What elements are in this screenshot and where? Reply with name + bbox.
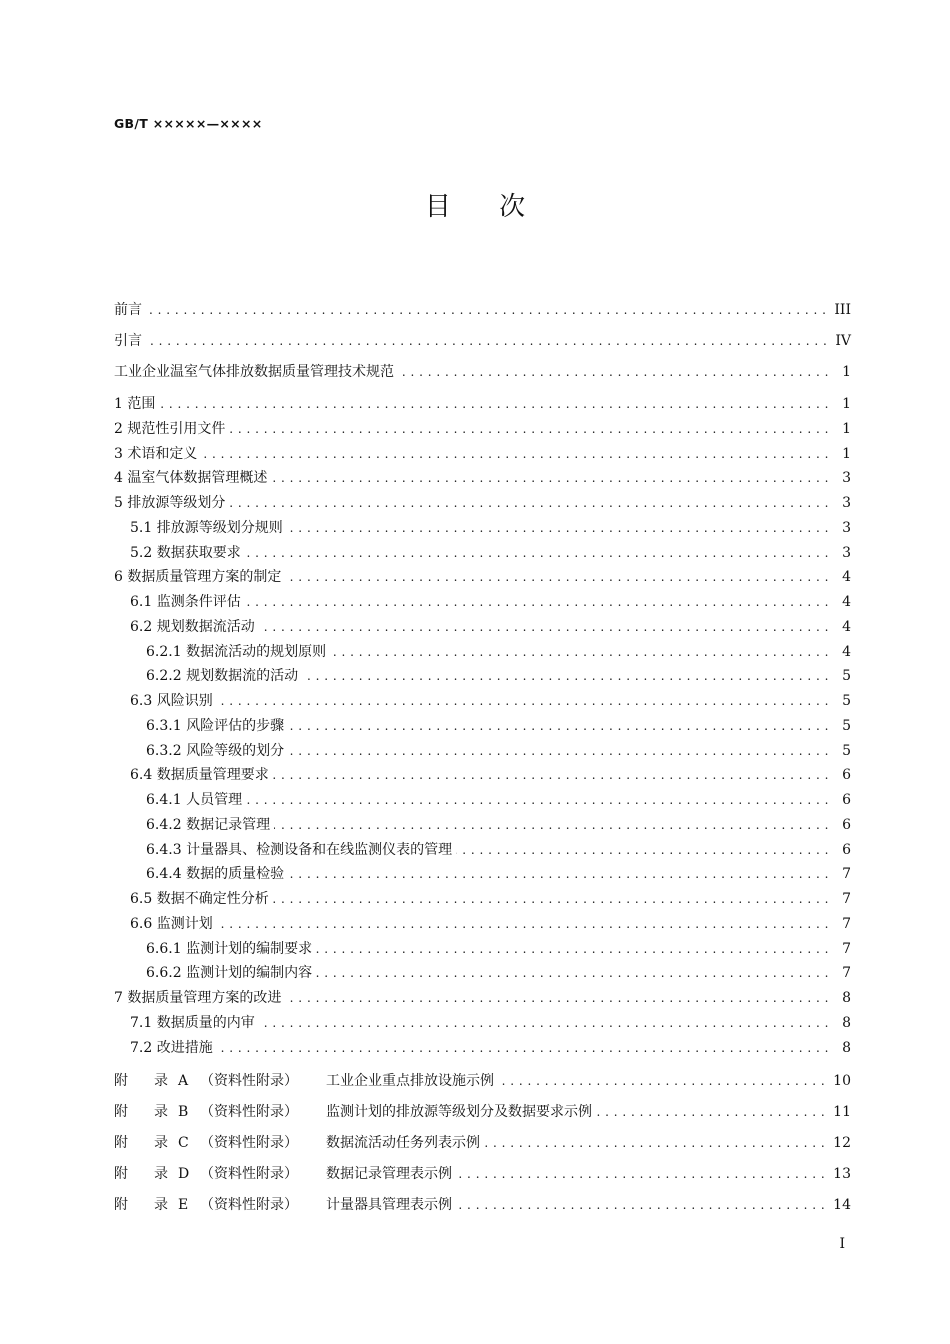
toc-entry-page: 1 — [842, 364, 851, 380]
toc-entry-label: 6.3.2 风险等级的划分 — [146, 742, 285, 759]
toc-leader-dots — [273, 889, 829, 909]
toc-appendix-entry[interactable] — [114, 1164, 851, 1184]
toc-entry-page: 1 — [842, 396, 851, 412]
appendix-nature: （资料性附录） — [200, 1104, 298, 1120]
toc-appendix-entry[interactable] — [114, 1071, 851, 1091]
toc-entry-label: 6.6.1 监测计划的编制要求 — [146, 940, 313, 957]
appendix-nature: （资料性附录） — [200, 1197, 298, 1213]
toc-entry-page: 8 — [842, 1039, 851, 1056]
toc-entry[interactable] — [114, 419, 851, 439]
appendix-fu: 附 — [114, 1073, 128, 1089]
toc-entry-label: 6.2 规划数据流活动 — [130, 618, 255, 635]
toc-entry[interactable] — [114, 765, 851, 785]
appendix-title: 计量器具管理表示例 — [326, 1197, 452, 1213]
appendix-fu: 附 — [114, 1166, 128, 1182]
toc-entry-page: 5 — [842, 693, 851, 709]
appendix-letter: C — [178, 1135, 189, 1151]
toc-leader-dots — [201, 444, 829, 464]
toc-entry-label: 6.2.2 规划数据流的活动 — [146, 668, 299, 685]
toc-leader-dots — [456, 1195, 825, 1215]
toc-entry-label: 6.2.1 数据流活动的规划原则 — [146, 643, 327, 660]
toc-entry[interactable] — [114, 741, 851, 761]
toc-appendix-label — [114, 1195, 456, 1215]
toc-leader-dots — [146, 331, 827, 351]
toc-entry-label: 7.2 改进措施 — [130, 1039, 213, 1056]
toc-appendix-label — [114, 1102, 596, 1122]
appendix-nature: （资料性附录） — [200, 1073, 298, 1089]
toc-entry-label: 6.1 监测条件评估 — [130, 594, 241, 610]
toc-entry-page: 5 — [842, 742, 851, 759]
toc-entry-page: 8 — [842, 990, 851, 1006]
toc-leader-dots — [217, 914, 829, 934]
toc-leader-dots — [456, 1164, 825, 1184]
toc-entry-label: 6.5 数据不确定性分析 — [130, 891, 269, 907]
toc-appendix-entry[interactable] — [114, 1133, 851, 1153]
toc-entry[interactable] — [114, 518, 851, 538]
appendix-fu: 附 — [114, 1197, 128, 1213]
toc-appendix-page: 12 — [833, 1135, 851, 1151]
toc-leader-dots — [229, 493, 829, 513]
toc-leader-dots — [285, 988, 829, 1008]
toc-appendix-entry[interactable] — [114, 1102, 851, 1122]
toc-appendix-page: 11 — [833, 1104, 851, 1120]
toc-entry-label: 6.4.3 计量器具、检测设备和在线监测仪表的管理 — [146, 841, 453, 858]
toc-entry[interactable] — [114, 592, 851, 612]
toc-entry[interactable] — [114, 468, 851, 488]
toc-entry-label: 工业企业温室气体排放数据质量管理技术规范 — [114, 364, 394, 380]
toc-leader-dots — [330, 642, 829, 662]
toc-leader-dots — [498, 1071, 825, 1091]
toc-appendix-page: 14 — [833, 1197, 851, 1213]
toc-entry-page: 6 — [842, 792, 851, 808]
toc-entry-page: 4 — [842, 643, 851, 660]
toc-entry-page: 6 — [842, 841, 851, 858]
toc-leader-dots — [217, 691, 829, 711]
toc-entry[interactable] — [114, 444, 851, 464]
toc-entry-page: 4 — [842, 618, 851, 635]
toc-appendix-page: 10 — [833, 1073, 851, 1089]
toc-entry-page: 6 — [842, 816, 851, 833]
toc-entry[interactable] — [114, 331, 851, 351]
toc-entry-page: 4 — [842, 569, 851, 586]
toc-entry-page: 1 — [842, 420, 851, 437]
toc-appendix-label — [114, 1071, 498, 1091]
appendix-nature: （资料性附录） — [200, 1166, 298, 1182]
appendix-letter: B — [178, 1104, 189, 1120]
toc-entry-page: 7 — [842, 915, 851, 932]
toc-leader-dots — [287, 518, 829, 538]
toc-leader-dots — [245, 592, 829, 612]
toc-entry-page: 4 — [842, 594, 851, 610]
toc-entry-page: 8 — [842, 1014, 851, 1031]
appendix-lu: 录 — [154, 1104, 168, 1120]
toc-leader-dots — [146, 300, 826, 320]
appendix-fu: 附 — [114, 1104, 128, 1120]
toc-entry-page: 3 — [842, 495, 851, 511]
page-number: I — [839, 1236, 845, 1252]
toc-entry-label: 7 数据质量管理方案的改进 — [114, 990, 282, 1006]
toc-entry[interactable] — [114, 567, 851, 587]
toc-entry-page: 3 — [842, 470, 851, 487]
toc-entry-label: 6.6 监测计划 — [130, 915, 213, 932]
toc-leader-dots — [274, 815, 829, 835]
appendix-lu: 录 — [154, 1166, 168, 1182]
toc-leader-dots — [288, 864, 829, 884]
toc-entry-page: IV — [835, 333, 851, 349]
toc-entry[interactable] — [114, 889, 851, 909]
toc-leader-dots — [271, 468, 829, 488]
toc-leader-dots — [316, 939, 829, 959]
appendix-title: 数据流活动任务列表示例 — [326, 1135, 480, 1151]
appendix-nature: （资料性附录） — [200, 1135, 298, 1151]
toc-entry[interactable] — [114, 617, 851, 637]
toc-entry-label: 1 范围 — [114, 396, 156, 412]
appendix-title: 监测计划的排放源等级划分及数据要求示例 — [326, 1104, 592, 1120]
toc-entry-label: 6 数据质量管理方案的制定 — [114, 569, 282, 586]
toc-entry-label: 5.1 排放源等级划分规则 — [130, 519, 283, 536]
toc-appendix-label — [114, 1133, 484, 1153]
appendix-fu: 附 — [114, 1135, 128, 1151]
toc-entry-label: 6.3 风险识别 — [130, 693, 213, 709]
toc-leader-dots — [229, 419, 829, 439]
toc-leader-dots — [273, 765, 829, 785]
appendix-letter: A — [178, 1073, 189, 1089]
toc-leader-dots — [217, 1038, 829, 1058]
appendix-letter: D — [178, 1166, 190, 1182]
toc-entry-label: 前言 — [114, 302, 142, 318]
toc-leader-dots — [288, 741, 829, 761]
toc-leader-dots — [316, 963, 829, 983]
appendix-letter: E — [178, 1197, 189, 1213]
toc-entry-label: 6.4 数据质量管理要求 — [130, 767, 269, 784]
toc-entry[interactable] — [114, 362, 851, 382]
toc-entry-label: 7.1 数据质量的内审 — [130, 1014, 255, 1031]
toc-entry[interactable] — [114, 666, 851, 686]
toc-entry-page: 6 — [842, 767, 851, 784]
toc-appendix-label — [114, 1164, 456, 1184]
toc-entry-page: 3 — [842, 519, 851, 536]
toc-entry[interactable] — [114, 864, 851, 884]
toc-entry[interactable] — [114, 815, 851, 835]
toc-entry-label: 5.2 数据获取要求 — [130, 544, 241, 561]
toc-entry[interactable] — [114, 939, 851, 959]
toc-leader-dots — [596, 1102, 825, 1122]
toc-entry-page: 7 — [842, 940, 851, 957]
toc-leader-dots — [159, 394, 829, 414]
toc-entry[interactable] — [114, 493, 851, 513]
toc-entry[interactable] — [114, 914, 851, 934]
toc-entry[interactable] — [114, 691, 851, 711]
toc-leader-dots — [246, 790, 829, 810]
appendix-lu: 录 — [154, 1073, 168, 1089]
toc-appendix-page: 13 — [833, 1166, 851, 1182]
toc-entry-page: 5 — [842, 668, 851, 685]
toc-entry-label: 引言 — [114, 333, 142, 349]
toc-leader-dots — [288, 716, 829, 736]
toc-leader-dots — [484, 1133, 825, 1153]
toc-entry[interactable] — [114, 543, 851, 563]
toc-entry-label: 4 温室气体数据管理概述 — [114, 470, 268, 487]
toc-entry-page: III — [834, 302, 851, 318]
appendix-title: 工业企业重点排放设施示例 — [326, 1073, 494, 1089]
toc-entry[interactable] — [114, 1013, 851, 1033]
toc-leader-dots — [245, 543, 829, 563]
toc-entry-page: 7 — [842, 965, 851, 982]
toc-entry-page: 5 — [842, 717, 851, 734]
page-title: 目 次 — [424, 192, 546, 222]
toc-leader-dots — [259, 1013, 829, 1033]
toc-entry-label: 6.4.2 数据记录管理 — [146, 816, 271, 833]
toc-entry-label: 6.4.1 人员管理 — [146, 792, 243, 808]
appendix-lu: 录 — [154, 1135, 168, 1151]
toc-entry[interactable] — [114, 642, 851, 662]
toc-entry-page: 7 — [842, 891, 851, 907]
toc-entry-label: 6.3.1 风险评估的步骤 — [146, 717, 285, 734]
toc-leader-dots — [398, 362, 829, 382]
toc-entry[interactable] — [114, 963, 851, 983]
toc-entry-label: 6.4.4 数据的质量检验 — [146, 866, 285, 883]
toc-entry[interactable] — [114, 790, 851, 810]
toc-appendix-entry[interactable] — [114, 1195, 851, 1215]
toc-entry[interactable] — [114, 716, 851, 736]
toc-entry-page: 3 — [842, 544, 851, 561]
toc-entry[interactable] — [114, 1038, 851, 1058]
toc-entry[interactable] — [114, 300, 851, 320]
toc-leader-dots — [259, 617, 829, 637]
appendix-title: 数据记录管理表示例 — [326, 1166, 452, 1182]
toc-entry[interactable] — [114, 394, 851, 414]
toc-entry-label: 2 规范性引用文件 — [114, 420, 226, 437]
toc-leader-dots — [285, 567, 829, 587]
toc-entry-label: 5 排放源等级划分 — [114, 495, 226, 511]
standard-code: GB/T ×××××—×××× — [114, 116, 263, 131]
toc-entry[interactable] — [114, 840, 851, 860]
toc-entry[interactable] — [114, 988, 851, 1008]
toc-leader-dots — [302, 666, 829, 686]
toc-entry-label: 3 术语和定义 — [114, 445, 198, 462]
toc-entry-page: 1 — [842, 445, 851, 462]
toc-entry-label: 6.6.2 监测计划的编制内容 — [146, 965, 313, 982]
toc-entry-page: 7 — [842, 866, 851, 883]
appendix-lu: 录 — [154, 1197, 168, 1213]
toc-leader-dots — [456, 840, 829, 860]
